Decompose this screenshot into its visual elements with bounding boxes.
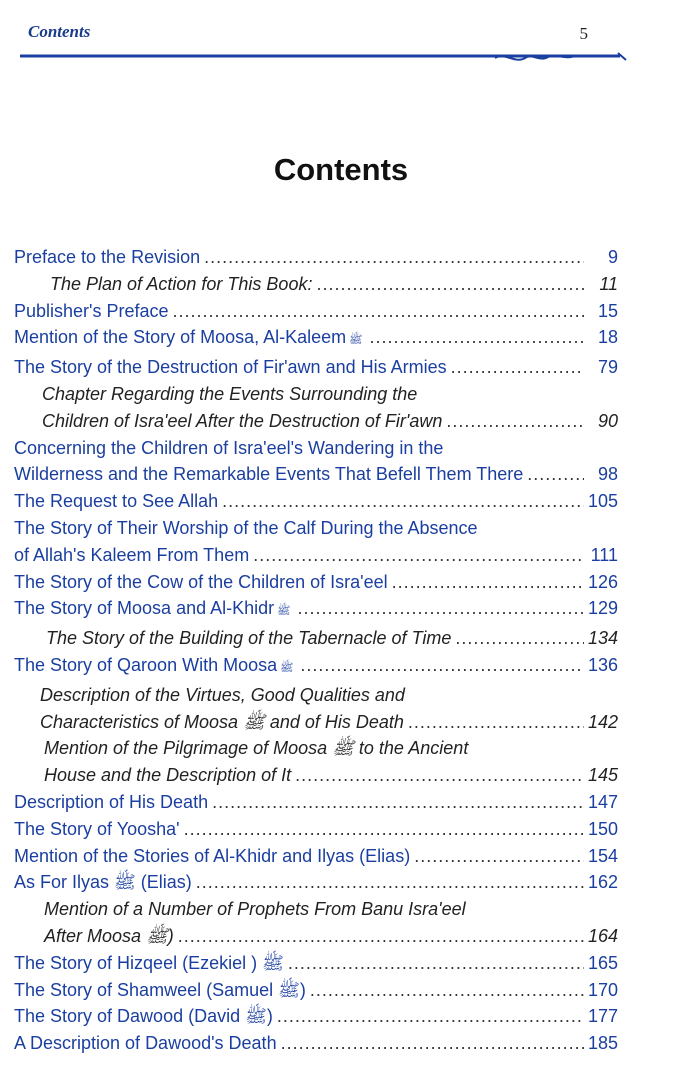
toc-entry-title: Publisher's Preface	[14, 300, 169, 321]
toc-page-number: 126	[587, 571, 618, 592]
leader-dots	[527, 461, 584, 488]
header-ornament-rule	[20, 50, 630, 70]
toc-entry-text-line: Concerning the Children of Isra'eel's Wandering in the	[14, 437, 444, 458]
toc-page-number: 98	[597, 464, 618, 485]
toc-entry-title: The Request to See Allah	[14, 491, 219, 512]
toc-entry-title: Wilderness and the Remarkable Events That Befell Them There	[14, 464, 524, 485]
leader-dots	[408, 709, 584, 736]
leader-dots	[288, 950, 584, 977]
leader-dots	[297, 595, 584, 622]
toc-entry-title: of Allah's Kaleem From Them	[14, 544, 250, 565]
toc-subentry	[14, 682, 618, 736]
toc-entry-text-line: Mention of a Number of Prophets From Banu Isra'eel	[44, 899, 466, 920]
ornament-flourish	[495, 56, 575, 60]
toc-entry-text-line: Mention of the Pilgrimage of Moosa ﷺ to the Ancient	[44, 738, 469, 759]
toc-entry	[14, 595, 618, 625]
toc-entry	[14, 843, 618, 870]
toc-entry	[14, 816, 618, 843]
leader-dots	[310, 977, 584, 1004]
toc-entry	[14, 354, 618, 381]
toc-subentry	[14, 735, 618, 789]
toc-entry-title: House and the Description of It	[44, 765, 292, 786]
toc-page-number: 150	[587, 818, 618, 839]
leader-dots	[178, 923, 584, 950]
leader-dots	[222, 488, 584, 515]
toc-entry-title: The Story of Shamweel (Samuel ﷺ)	[14, 979, 306, 1000]
toc-page-number: 79	[597, 357, 618, 378]
toc-entry	[14, 298, 618, 325]
leader-dots	[212, 789, 584, 816]
toc-page-number: 15	[597, 300, 618, 321]
toc-page-number: 164	[587, 925, 618, 946]
toc-entry-title: Mention of the Stories of Al-Khidr and Ilyas (Elias)	[14, 845, 411, 866]
toc-page-number: 111	[590, 544, 618, 565]
running-title: Contents	[28, 22, 91, 41]
page-title: Contents	[273, 152, 409, 187]
toc-entry	[14, 569, 618, 596]
toc-entry-title: The Story of Yoosha'	[14, 818, 180, 839]
toc-entry	[14, 869, 618, 896]
toc-page-number: 136	[587, 654, 618, 675]
toc-entry-title: The Story of Hizqeel (Ezekiel ) ﷺ	[14, 952, 284, 973]
toc-entry-text-line: The Story of Their Worship of the Calf During the Absence	[14, 517, 478, 538]
toc-subentry	[14, 381, 618, 435]
toc-subentry	[14, 625, 618, 652]
leader-dots	[300, 652, 584, 679]
toc-entry	[14, 977, 618, 1004]
leader-dots	[414, 843, 584, 870]
toc-page-number: 162	[587, 872, 618, 893]
toc-entry-title: The Story of the Cow of the Children of Isra'eel	[14, 571, 388, 592]
leader-dots	[281, 1030, 584, 1057]
toc-entry	[14, 324, 618, 354]
toc-page-number: 165	[587, 952, 618, 973]
page-number: 5	[579, 24, 588, 43]
toc-page-number: 142	[587, 711, 618, 732]
toc-entry-title: The Story of Qaroon With Moosa	[14, 654, 278, 675]
toc-entry-title: Children of Isra'eel After the Destruction of Fir'awn	[42, 410, 443, 431]
toc-page-number: 9	[607, 247, 618, 267]
honorific-glyph-icon: ﷺ	[349, 334, 363, 347]
leader-dots	[295, 762, 584, 789]
toc-page-number: 154	[587, 845, 618, 866]
toc-page-number: 185	[587, 1033, 618, 1054]
toc-page-number: 147	[587, 791, 618, 812]
toc-page-number: 129	[587, 598, 618, 619]
toc-entry	[14, 435, 618, 489]
toc-entry-title: The Story of Moosa and Al-Khidr	[14, 598, 275, 619]
toc-page-number: 177	[587, 1006, 618, 1027]
toc-entry-title: After Moosa ﷺ)	[44, 925, 174, 946]
toc-entry-title: A Description of Dawood's Death	[14, 1033, 277, 1054]
toc-entry	[14, 515, 618, 569]
toc-page-number: 170	[587, 979, 618, 1000]
toc-entry-title: Description of His Death	[14, 791, 209, 812]
toc-page-number: 145	[587, 765, 618, 786]
toc-page-number: 90	[597, 410, 618, 431]
toc-subentry	[14, 896, 618, 950]
leader-dots	[316, 271, 584, 298]
honorific-glyph-icon: ﷺ	[280, 661, 294, 674]
toc-entry	[14, 488, 618, 515]
leader-dots	[204, 244, 584, 271]
toc-entry-title: As For Ilyas ﷺ (Elias)	[14, 872, 192, 893]
toc-entry-text-line: Description of the Virtues, Good Qualities and	[40, 684, 405, 705]
toc-entry-title: The Story of the Building of the Tabernacle of Time	[46, 628, 452, 649]
leader-dots	[277, 1003, 584, 1030]
toc-entry-title: Characteristics of Moosa ﷺ and of His Death	[40, 711, 404, 732]
leader-dots	[173, 298, 584, 325]
toc-page-number: 18	[597, 327, 618, 348]
toc-entry	[14, 1003, 618, 1030]
toc-entry-title: Preface to the Revision	[14, 247, 201, 267]
leader-dots	[455, 625, 584, 652]
table-of-contents	[14, 244, 618, 1057]
toc-entry-text-line: Chapter Regarding the Events Surrounding the	[42, 383, 418, 404]
leader-dots	[196, 869, 584, 896]
leader-dots	[253, 542, 584, 569]
leader-dots	[446, 408, 584, 435]
leader-dots	[369, 324, 584, 351]
toc-entry-title: The Plan of Action for This Book:	[50, 273, 313, 294]
toc-page-number: 134	[587, 628, 618, 649]
toc-entry	[14, 652, 618, 682]
toc-entry	[14, 950, 618, 977]
leader-dots	[392, 569, 584, 596]
toc-entry-title: The Story of Dawood (David ﷺ)	[14, 1006, 273, 1027]
toc-page-number: 11	[599, 273, 618, 294]
toc-entry	[14, 1030, 618, 1057]
honorific-glyph-icon: ﷺ	[277, 605, 291, 618]
toc-entry	[14, 244, 618, 271]
toc-entry-title: The Story of the Destruction of Fir'awn and His Armies	[14, 357, 447, 378]
leader-dots	[451, 354, 584, 381]
toc-page-number: 105	[587, 491, 618, 512]
toc-entry-title: Mention of the Story of Moosa, Al-Kaleem	[14, 327, 347, 348]
leader-dots	[184, 816, 584, 843]
toc-subentry	[14, 271, 618, 298]
toc-entry	[14, 789, 618, 816]
